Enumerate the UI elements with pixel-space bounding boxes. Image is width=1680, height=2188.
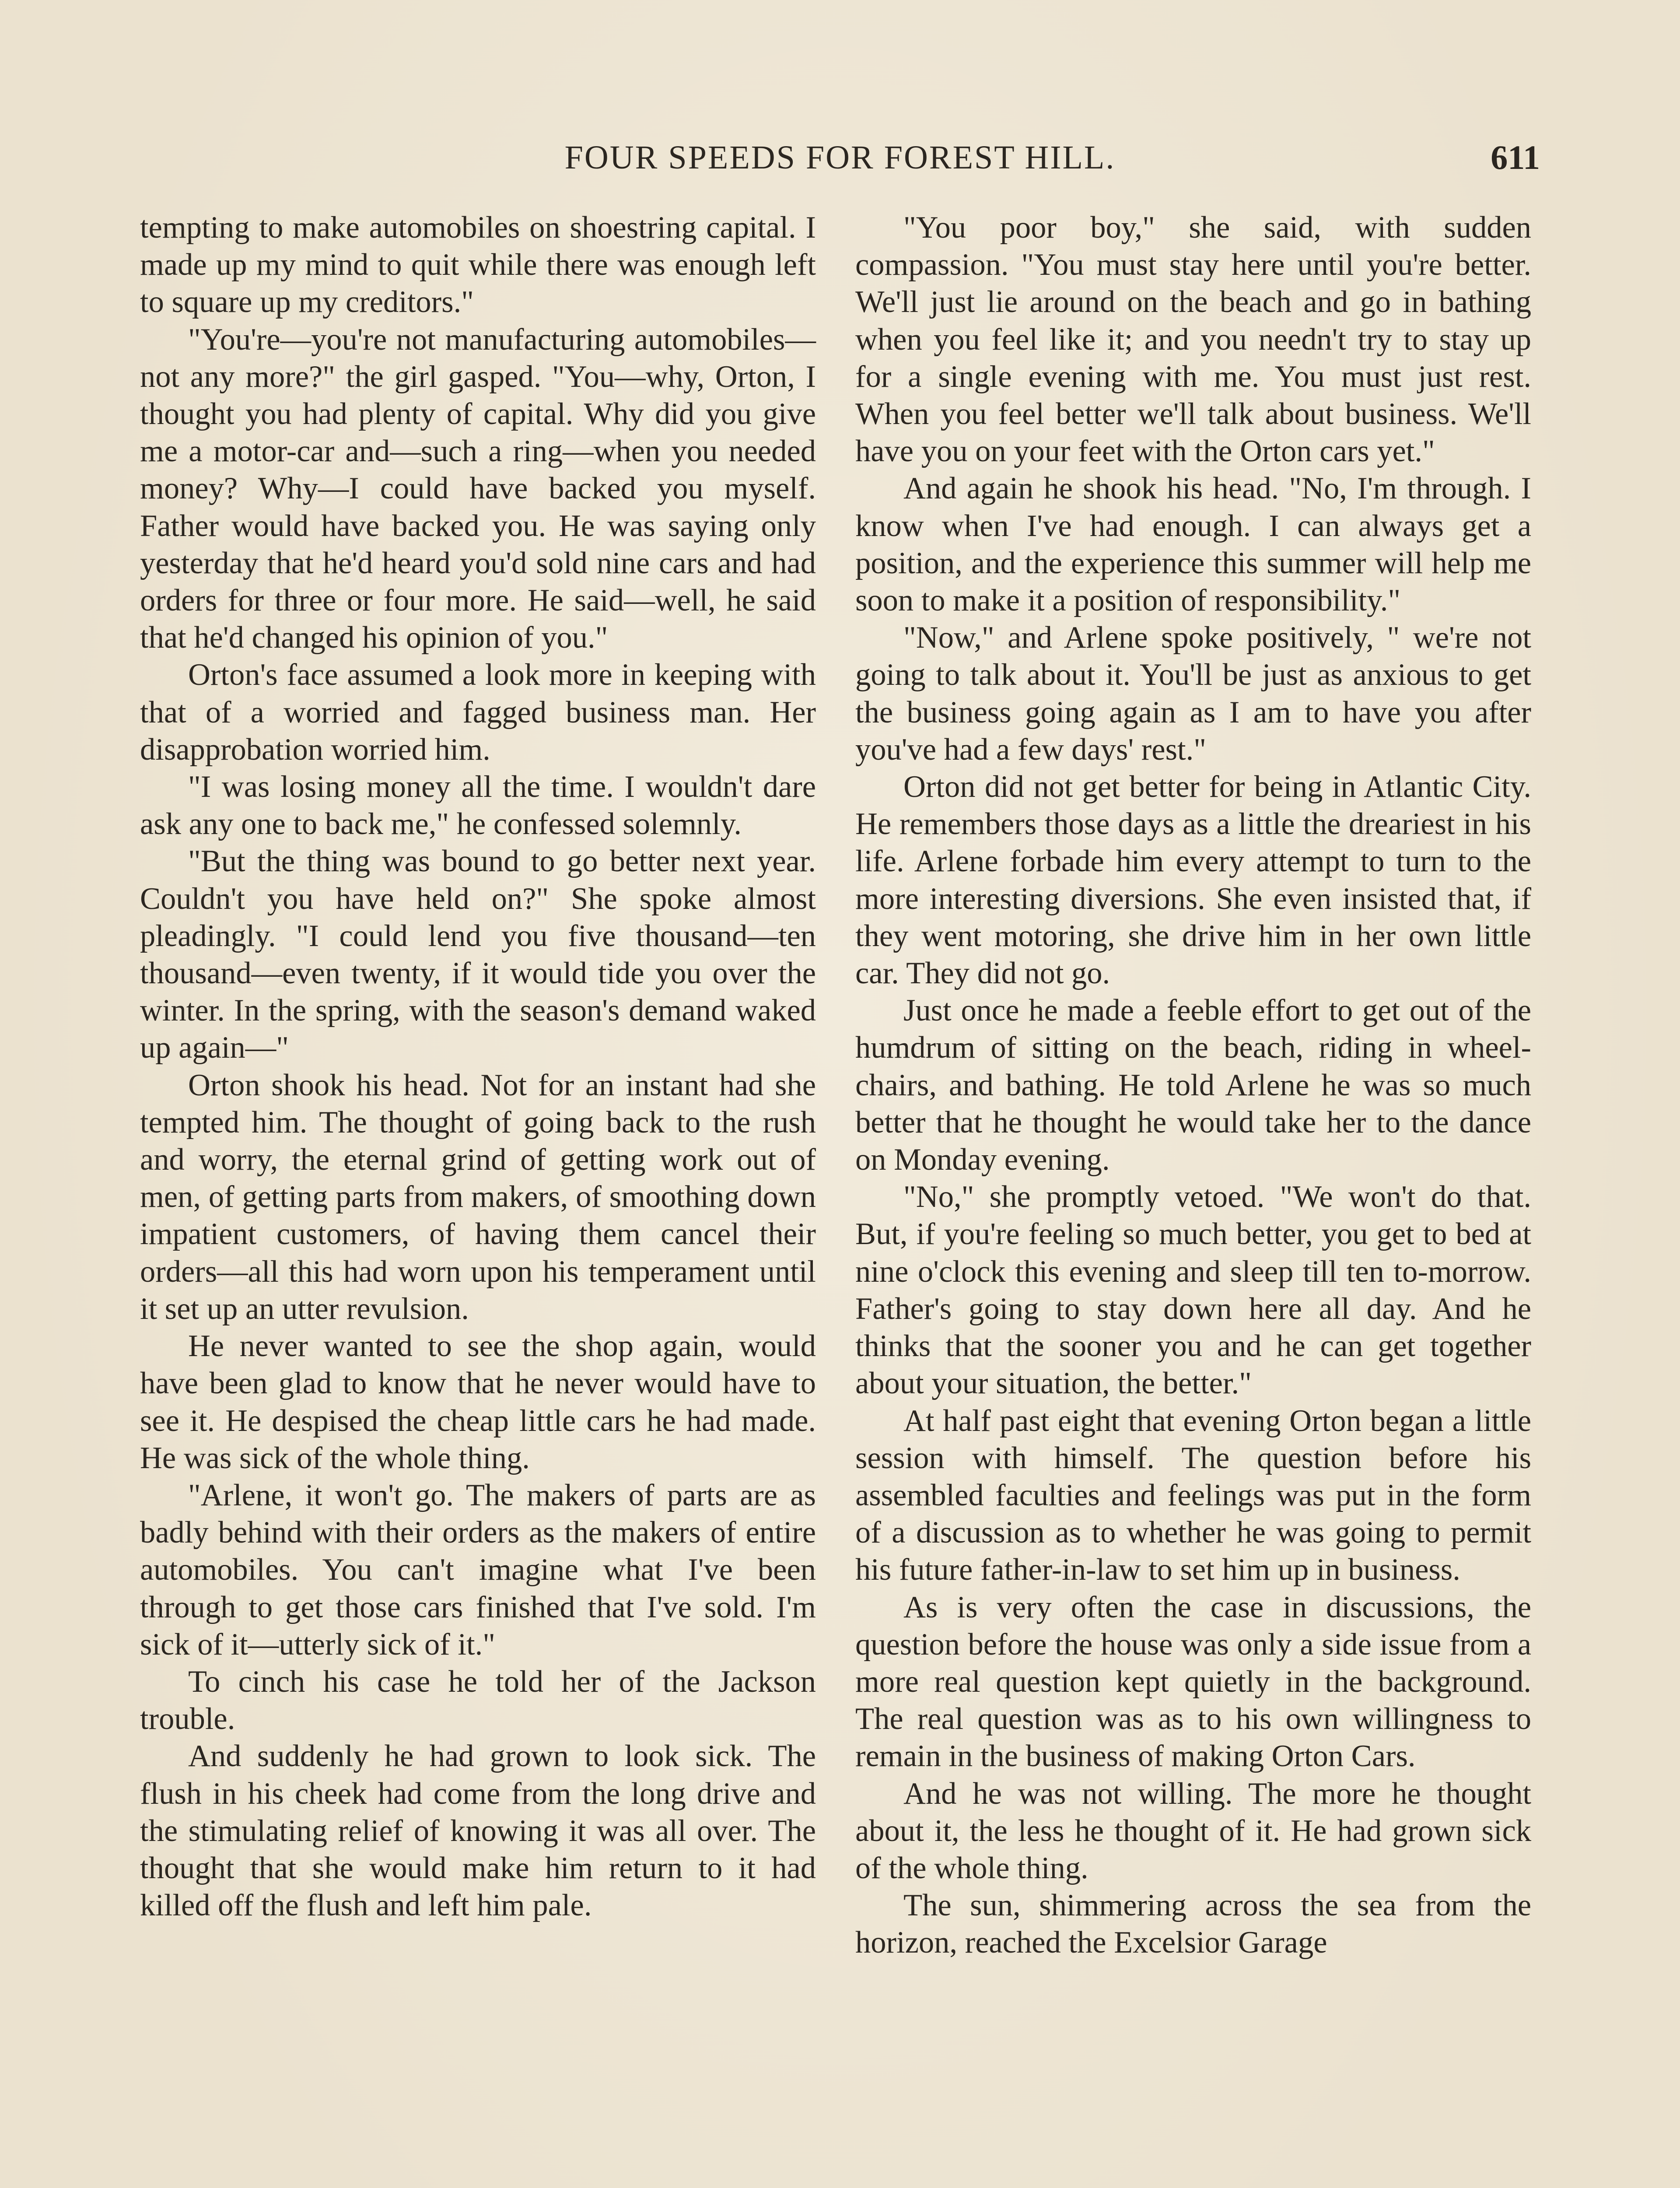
paragraph: "Now," and Arlene spoke positively, " we're not going to talk about it. You'll be just as anxious to get the business going again as I am to have you after you've had a few days' rest." (855, 621, 1531, 767)
paragraph: And again he shook his head. "No, I'm through. I know when I've had enough. I can always get a position, and the experience this summer will help me soon to make it a position of responsibility." (855, 471, 1531, 618)
paragraph: "But the thing was bound to go better next year. Couldn't you have held on?" She spoke almost pleadingly. "I could lend you five thousand—ten thousand—even twenty, if it would tide you over the winter. In the spring, with the season's demand waked up again—" (140, 844, 816, 1065)
paragraph: "You poor boy," she said, with sudden compassion. "You must stay here until you're better. We'll just lie around on the beach and go in bathing when you feel like it; and you needn't try to stay up for a single evening with me. You must just rest. When you feel better we'll talk about business. We'll have you on your feet with the Orton cars yet." (855, 210, 1531, 469)
paragraph: And he was not willing. The more he thought about it, the less he thought of it. He had grown sick of the whole thing. (855, 1776, 1531, 1885)
paragraph: And suddenly he had grown to look sick. The flush in his cheek had come from the long drive and the stimulating relief of knowing it was all over. The thought that she would make him return to it had killed off the flush and left him pale. (140, 1739, 816, 1923)
running-title: FOUR SPEEDS FOR FOREST HILL. (564, 139, 1116, 176)
paragraph: He never wanted to see the shop again, would have been glad to know that he never would have to see it. He despised the cheap little cars he had made. He was sick of the whole thing. (140, 1329, 816, 1475)
paragraph: To cinch his case he told her of the Jackson trouble. (140, 1664, 816, 1736)
paragraph: Orton did not get better for being in Atlantic City. He remembers those days as a little the dreariest in his life. Arlene forbade him every attempt to turn to the more interesting diversions. She even insisted that, if they went motoring, she drive him in her own little car. They did not go. (855, 770, 1531, 991)
page-number: 611 (1491, 138, 1540, 176)
paragraph: At half past eight that evening Orton began a little session with himself. The question before his assembled faculties and feelings was put in the form of a discussion as to whether he was going to permit his future father-in-law to set him up in business. (855, 1403, 1531, 1587)
paragraph: "No," she promptly vetoed. "We won't do that. But, if you're feeling so much better, you get to bed at nine o'clock this evening and sleep till ten to-morrow. Father's going to stay down here all day. And he thinks that the sooner you and he can get together about your situation, the better." (855, 1180, 1531, 1401)
paragraph: "You're—you're not manufacturing automobiles—not any more?" the girl gasped. "You—why, Orton, I thought you had plenty of capital. Why did you give me a motor-car and—such a ring—when you needed money? Why—I could have backed you myself. Father would have backed you. He was saying only yesterday that he'd heard you'd sold nine cars and had orders for three or four more. He said—well, he said that he'd changed his opinion of you." (140, 322, 816, 655)
paragraph: The sun, shimmering across the sea from the horizon, reached the Excelsior Garage (855, 1888, 1531, 1960)
paragraph: "I was losing money all the time. I wouldn't dare ask any one to back me," he confessed solemnly. (140, 770, 816, 842)
right-column (855, 209, 1531, 1962)
paragraph: Orton shook his head. Not for an instant had she tempted him. The thought of going back to the rush and worry, the eternal grind of getting work out of men, of getting parts from makers, of smoothing down impatient customers, of having them cancel their orders—all this had worn upon his temperament until it set up an utter revulsion. (140, 1068, 816, 1326)
paragraph: As is very often the case in discussions, the question before the house was only a side issue from a more real question kept quietly in the background. The real question was as to his own willingness to remain in the business of making Orton Cars. (855, 1590, 1531, 1774)
paragraph: Orton's face assumed a look more in keeping with that of a worried and fagged business man. Her disapprobation worried him. (140, 658, 816, 767)
paragraph: tempting to make automobiles on shoestring capital. I made up my mind to quit while there was enough left to square up my creditors." (140, 210, 816, 319)
paragraph: "Arlene, it won't go. The makers of parts are as badly behind with their orders as the makers of entire automobiles. You can't imagine what I've been through to get those cars finished that I've sold. I'm sick of it—utterly sick of it." (140, 1478, 816, 1662)
left-column (140, 209, 816, 1924)
paragraph: Just once he made a feeble effort to get out of the humdrum of sitting on the beach, riding in wheel-chairs, and bathing. He told Arlene he was so much better that he thought he would take her to the dance on Monday evening. (855, 993, 1531, 1177)
running-head (140, 131, 1540, 184)
